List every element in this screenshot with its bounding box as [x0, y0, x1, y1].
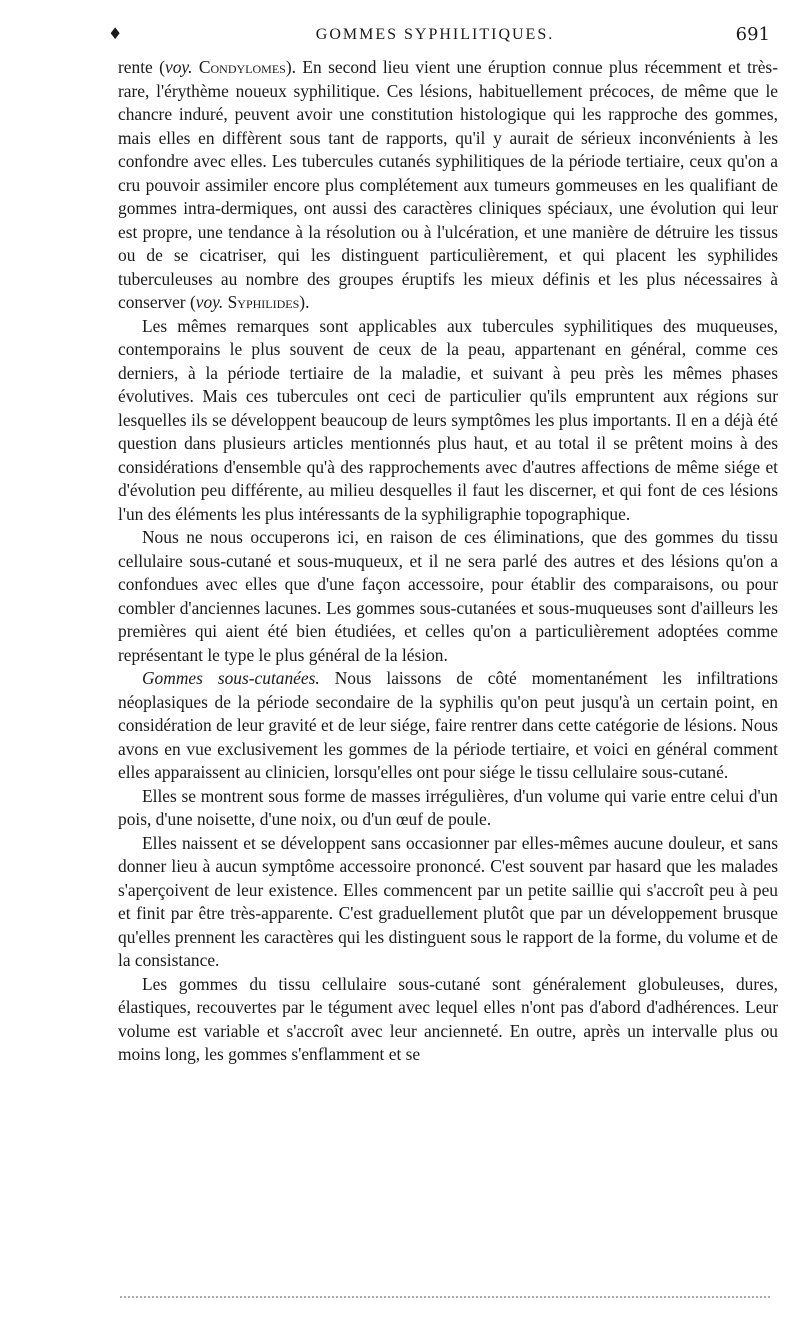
text-run: ). [299, 292, 310, 312]
small-caps-reference: Condylomes [198, 57, 286, 77]
text-run: Elles se montrent sous forme de masses irrégulières, d'un volume qui varie entre celui d'un pois, d'une noisette, d'une noix, ou d'un œuf de poule. [118, 785, 778, 829]
running-header [100, 22, 770, 50]
faded-bottom-line [120, 1296, 770, 1298]
paragraph [118, 315, 778, 527]
italic-text: voy. [195, 292, 224, 312]
text-run: rente ( [118, 57, 165, 77]
body-text [118, 56, 778, 1067]
running-title: GOMMES SYPHILITIQUES. [315, 26, 555, 43]
text-run: Nous laissons de côté momentanément les infiltrations néoplasiques de la période secondaire de la syphilis qu'on peut jusqu'à un certain point, en considération de leur gravité et de leur siége, faire rentrer dans cette catégorie de lésions. Nous avons en vue exclusivement les gommes de la période tertiaire, et voici en général comment elles apparaissent au clinicien, lorsqu'elles ont pour siége le tissu cellulaire sous-cutané. [118, 668, 778, 782]
text-run: Nous ne nous occuperons ici, en raison de ces éliminations, que des gommes du tissu cellulaire sous-cutané et sous-muqueux, et il ne sera parlé des autres et des lésions qu'on a confondues avec elles que d'une façon accessoire, pour établir des comparaisons, ou pour combler d'anciennes lacunes. Les gommes sous-cutanées et sous-muqueuses sont d'ailleurs les premières qui aient été bien étudiées, et celles qu'on a particulièrement adoptées comme représentant le type le plus général de la lésion. [118, 527, 778, 665]
small-caps-reference: Syphilides [227, 292, 300, 312]
paragraph [118, 832, 778, 973]
paragraph [118, 973, 778, 1067]
paragraph [118, 56, 778, 315]
paragraph [118, 526, 778, 667]
text-run: Les gommes du tissu cellulaire sous-cutané sont généralement globuleuses, dures, élastiques, recouvertes par le tégument avec lequel elles n'ont pas d'abord d'adhérences. Leur volume est variable et s'accroît avec leur ancienneté. En outre, après un intervalle plus ou moins long, les gommes s'enflamment et se [118, 973, 778, 1064]
page-number: 691 [735, 24, 770, 45]
text-run: Les mêmes remarques sont applicables aux tubercules syphilitiques des muqueuses, contemporains le plus souvent de ceux de la peau, appartenant en général, comme ces derniers, à la période tertiaire de la maladie, et suivant à peu près les mêmes phases évolutives. Mais ces tubercules ont ceci de particulier qu'ils empruntent aux régions sur lesquelles ils se développent beaucoup de leurs symptômes les plus importants. Il en a déjà été question dans plusieurs articles mentionnés plus haut, et au total il se prêtent moins à des considérations d'ensemble qu'à des rapprochements avec d'autres affections de même siége et d'évolution peu différente, au milieu desquelles il faut les discerner, et qui font de ces lésions l'un des éléments les plus intéressants de la syphiligraphie topographique. [118, 315, 778, 524]
header-ornament: ♦ [108, 24, 123, 43]
italic-text: voy. [164, 57, 193, 77]
paragraph [118, 785, 778, 832]
text-run: ). En second lieu vient une éruption connue plus récemment et très-rare, l'érythème noueux syphilitique. Ces lésions, habituellement précoces, de même que le chancre induré, peuvent avoir une constitution histologique qui les rapproche des gommes, mais elles en diffèrent sous tant de rapports, qu'il y aurait de sérieux inconvénients à les confondre avec elles. Les tubercules cutanés syphilitiques de la période tertiaire, ceux qu'on a cru pouvoir assimiler encore plus complétement aux tumeurs gommeuses en les qualifiant de gommes intra-dermiques, ont aussi des caractères cliniques spéciaux, une évolution qui leur est propre, une tendance à la résolution ou à l'ulcération, et une manière de détruire les tissus ou de se cicatriser, qui les distinguent particulièrement, et qui placent les syphilides tuberculeuses au nombre des groupes éruptifs les mieux définis et les plus nécessaires à conserver ( [118, 57, 778, 312]
italic-text: Gommes sous-cutanées. [142, 668, 320, 688]
paragraph [118, 667, 778, 785]
text-run: Elles naissent et se développent sans occasionner par elles-mêmes aucune douleur, et sans donner lieu à aucun symptôme accessoire prononcé. C'est souvent par hasard que les malades s'aperçoivent de leur existence. Elles commencent par un petite saillie qui s'accroît peu à peu et finit par être très-apparente. C'est graduellement plutôt que par un développement brusque qu'elles prennent les caractères qui les distinguent sous le rapport de la forme, du volume et de la consistance. [118, 832, 778, 970]
